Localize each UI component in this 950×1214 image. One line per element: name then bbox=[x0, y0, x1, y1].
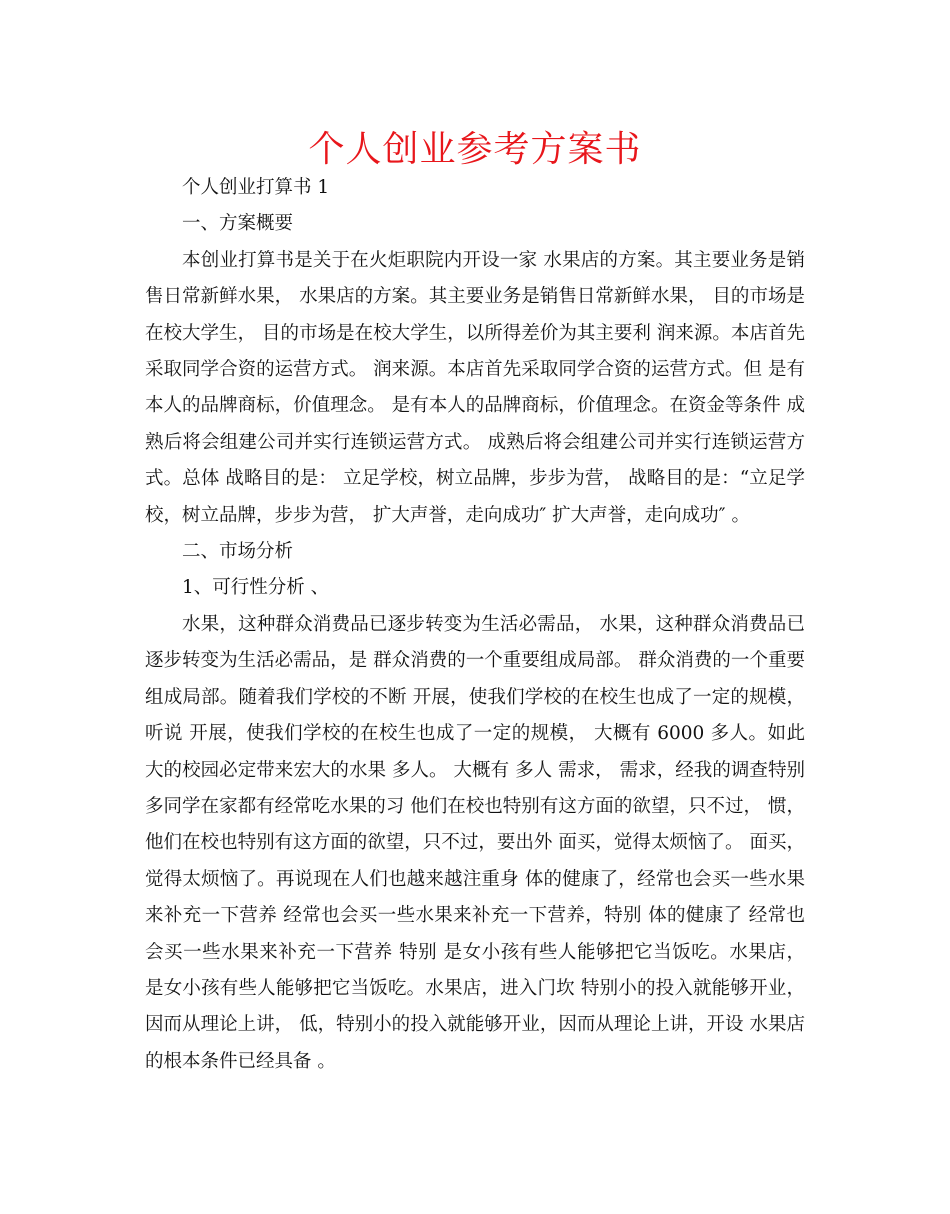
document-body bbox=[145, 170, 805, 1080]
paragraph-overview: 本创业打算书是关于在火炬职院内开设一家 水果店的方案。其主要业务是销售日常新鲜水果， 水果店的方案。其主要业务是销售日常新鲜水果， 目的市场是在校大学生， 目的市场是在校大学生，以所得差价为其主要利 润来源。本店首先采取同学合资的运营方式。 润来源。本店首先采取同学合资的运营方式。但 是有本人的品牌商标，价值理念。 是有本人的品牌商标，价值理念。在资金等条件 成熟后将会组建公司并实行连锁运营方式。 成熟后将会组建公司并实行连锁运营方式。总体 战略目的是： 立足学校，树立品牌，步步为营， 战略目的是：“立足学校，树立品牌，步步为营， 扩大声誉，走向成功″ 扩大声誉，走向成功″ 。 bbox=[145, 249, 805, 526]
section-heading-market: 二、市场分析 bbox=[182, 541, 294, 563]
subsection-heading-feasibility: 1、可行性分析 、 bbox=[182, 577, 330, 599]
paragraph-feasibility: 水果，这种群众消费品已逐步转变为生活必需品， 水果，这种群众消费品已逐步转变为生活必需品，是 群众消费的一个重要组成局部。 群众消费的一个重要组成局部。随着我们学校的不断 开展，使我们学校的在校生也成了一定的规模，听说 开展，使我们学校的在校生也成了一定的规模， 大概有 6000 多人。如此大的校园必定带来宏大的水果 多人。 大概有 多人 需求， 需求，经我的调查特别多同学在家都有经常吃水果的习 他们在校也特别有这方面的欲望，只不过， 惯，他们在校也特别有这方面的欲望，只不过，要出外 面买，觉得太烦恼了。 面买，觉得太烦恼了。再说现在人们也越来越注重身 体的健康了，经常也会买一些水果来补充一下营养 经常也会买一些水果来补充一下营养，特别 体的健康了 经常也会买一些水果来补充一下营养 特别 是女小孩有些人能够把它当饭吃。水果店， 是女小孩有些人能够把它当饭吃。水果店，进入门坎 特别小的投入就能够开业，因而从理论上讲， 低，特别小的投入就能够开业，因而从理论上讲，开设 水果店的根本条件已经具备 。 bbox=[145, 613, 805, 1072]
document-title: 个人创业参考方案书 bbox=[308, 129, 642, 170]
section-heading-overview: 一、方案概要 bbox=[182, 213, 294, 235]
plan-heading: 个人创业打算书 1 bbox=[182, 177, 330, 198]
